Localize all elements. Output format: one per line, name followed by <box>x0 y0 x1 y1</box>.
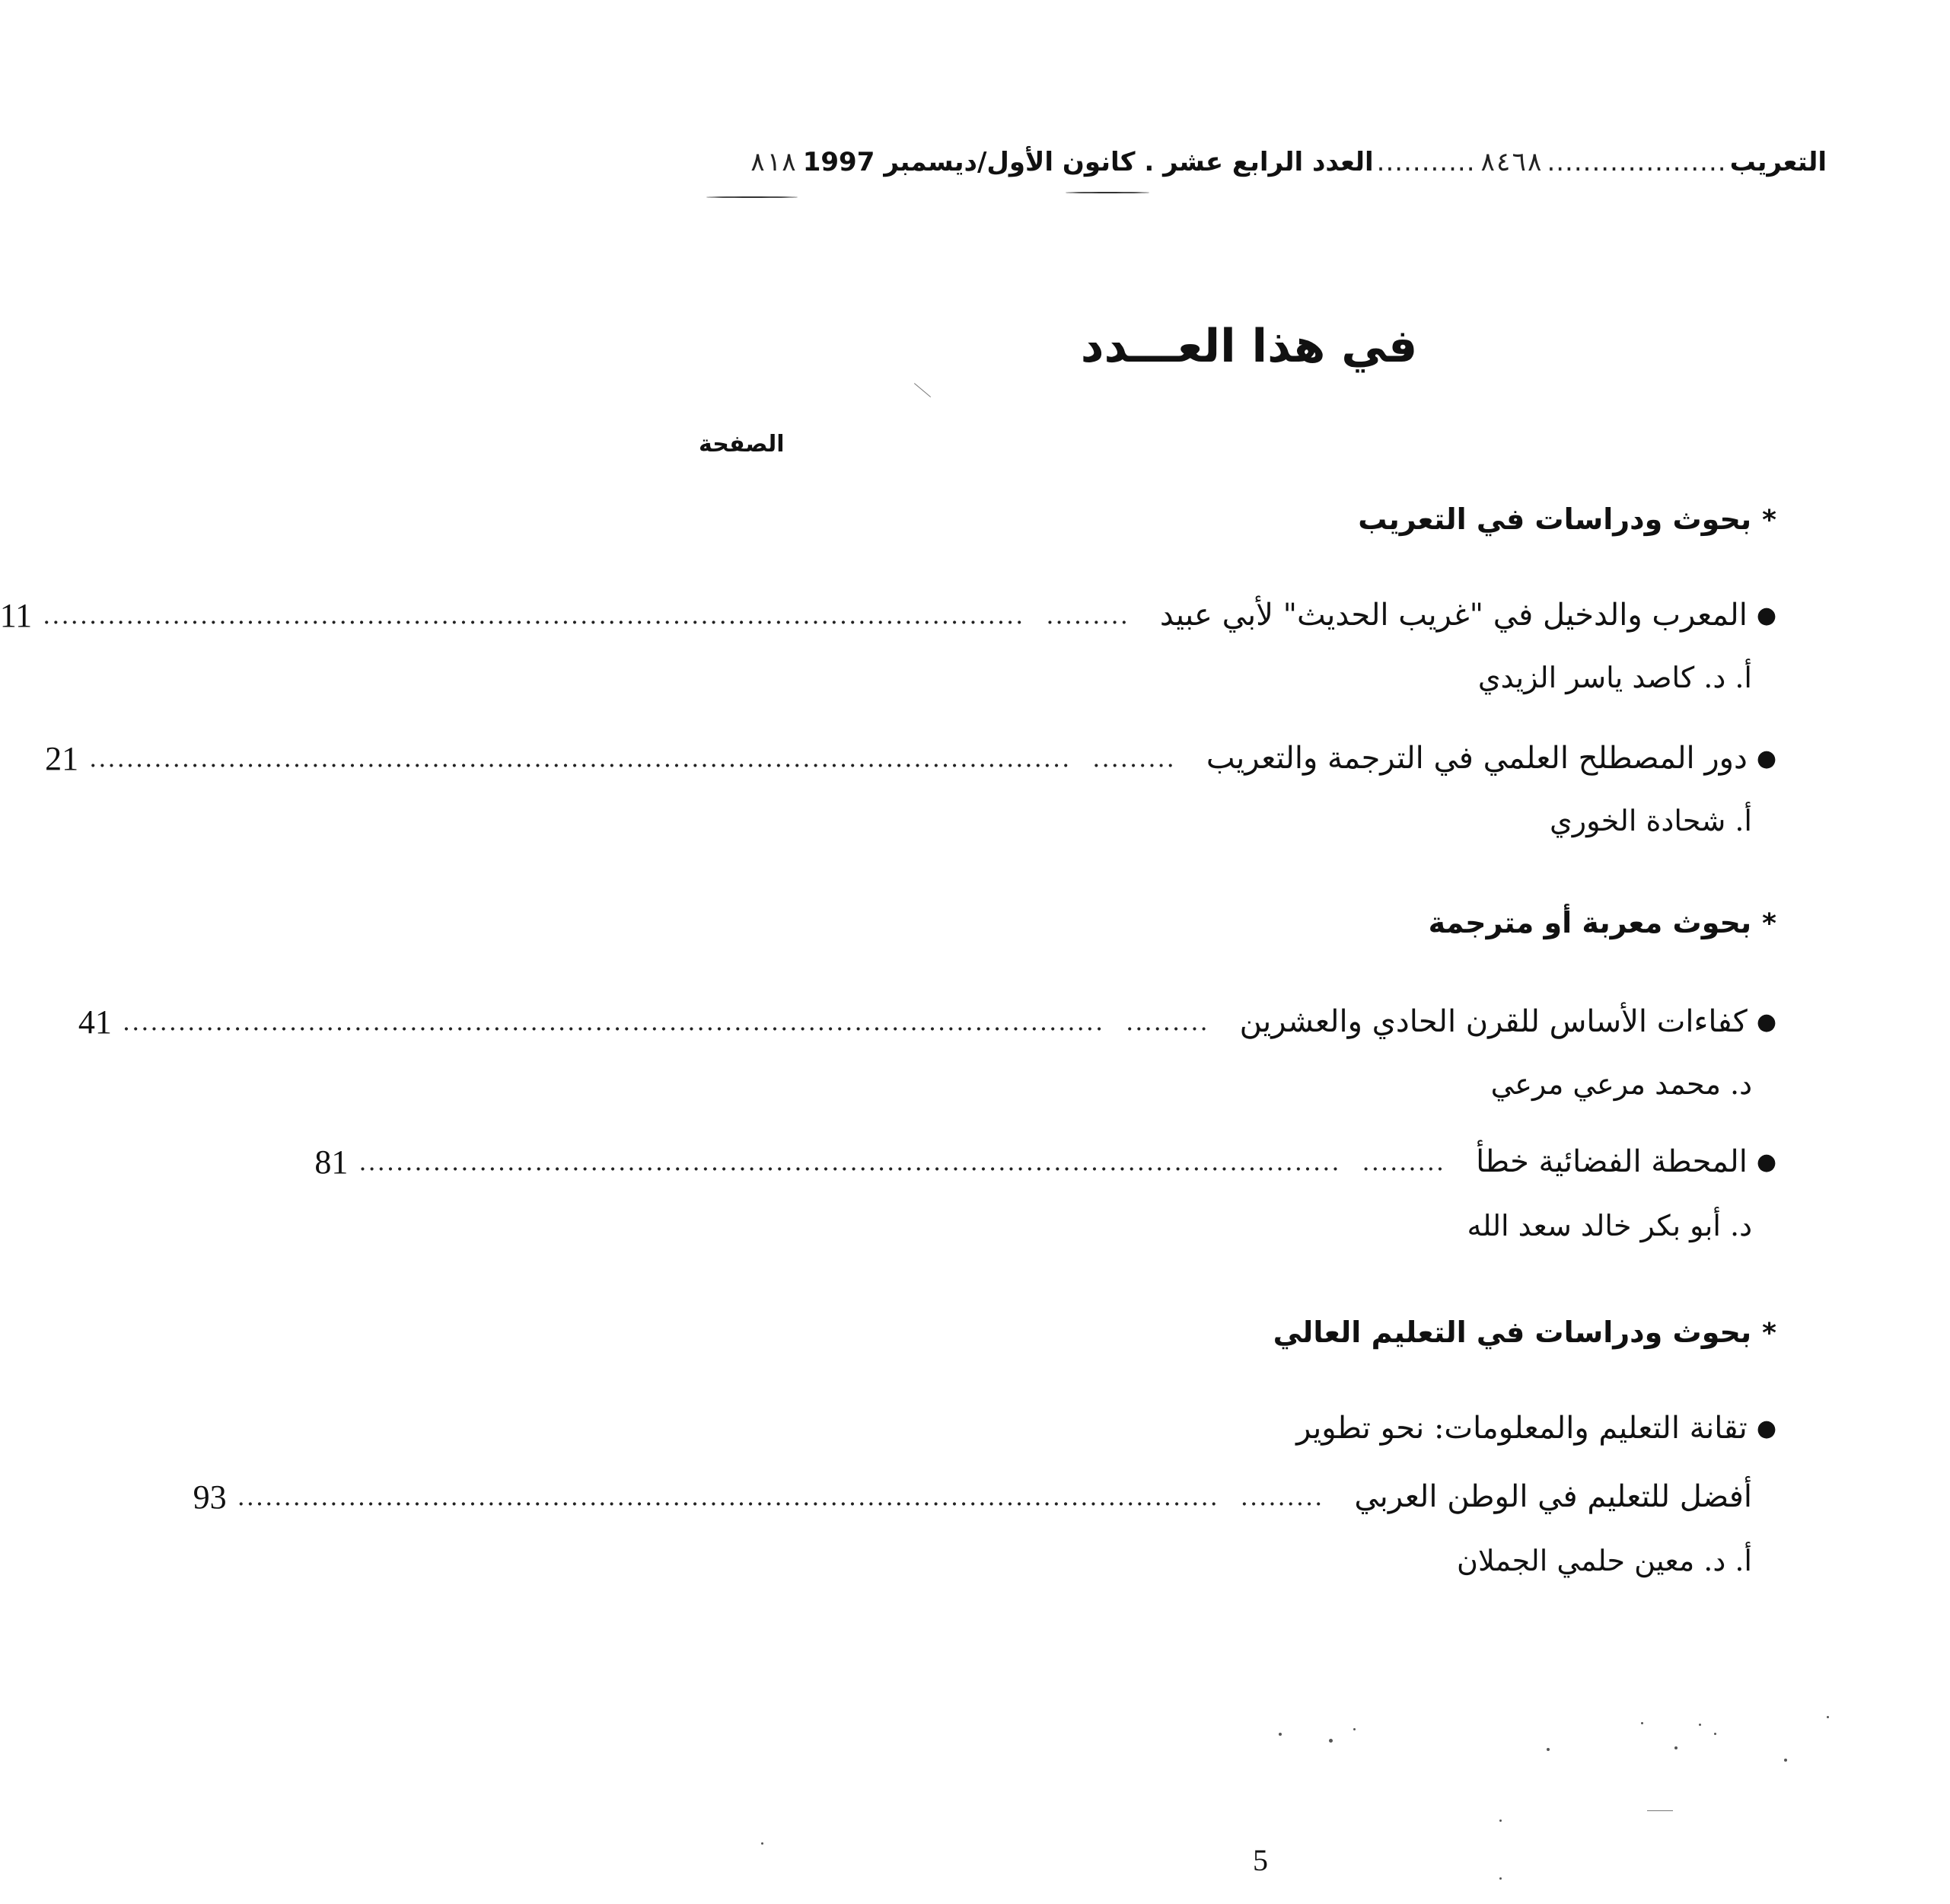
bullet-icon: ● <box>1756 1008 1776 1035</box>
handwritten-underline-left <box>706 196 798 198</box>
section-heading-text: بحوث ودراسات في التعليم العالي <box>1273 1316 1752 1349</box>
section-heading-translated <box>1429 906 1776 939</box>
leader-dots: ......... <box>1092 744 1176 773</box>
handwritten-underline-middle <box>1066 192 1149 193</box>
scan-mark <box>1647 1810 1673 1811</box>
scan-speck <box>1329 1739 1333 1743</box>
running-header <box>632 136 1827 189</box>
toc-entry-page: 81 <box>314 1143 349 1181</box>
section-heading-text: بحوث معربة أو مترجمة <box>1428 906 1752 939</box>
footer-page-number: 5 <box>1253 1843 1268 1877</box>
toc-entry <box>314 1139 1776 1185</box>
scan-speck <box>1827 1716 1829 1718</box>
leader-dots: .......................................................................................................... <box>237 1482 1219 1511</box>
page-title: في هذا العـــدد <box>1080 320 1418 373</box>
toc-entry <box>45 735 1776 781</box>
scan-speck <box>1714 1733 1716 1735</box>
bullet-icon: ● <box>1756 1148 1776 1175</box>
header-issue-info: العدد الرابع عشر . كانون الأول/ديسمبر <box>884 147 1374 177</box>
toc-entry-author: د. أبو بكر خالد سعد الله <box>1467 1209 1752 1242</box>
scan-speck <box>1499 1877 1502 1880</box>
toc-entry <box>78 999 1776 1044</box>
leader-dots: ......... <box>1046 601 1130 630</box>
scan-speck <box>1279 1733 1282 1736</box>
leader-dots: .......................................................................................................... <box>89 744 1072 773</box>
section-star-icon: * <box>1762 505 1776 536</box>
section-star-icon: * <box>1762 908 1776 939</box>
toc-entry-title: دور المصطلح العلمي في الترجمة والتعريب <box>1206 741 1748 776</box>
scan-speck <box>1547 1748 1550 1751</box>
bullet-icon: ● <box>1756 1414 1776 1442</box>
leader-dots: ......... <box>1362 1147 1446 1176</box>
toc-entry-author: أ. د. معين حلمي الجملان <box>1457 1544 1752 1577</box>
scan-mark <box>914 383 931 397</box>
scan-speck <box>1699 1724 1701 1726</box>
toc-entry <box>0 592 1776 638</box>
toc-entry-title: المحطة الفضائية خطأ <box>1476 1144 1748 1179</box>
toc-entry-page: 21 <box>45 739 79 777</box>
scan-speck <box>1353 1728 1356 1730</box>
header-year: 1997 <box>802 147 875 177</box>
scan-speck <box>1784 1759 1787 1762</box>
leader-dots: .......................................................................................................... <box>358 1147 1341 1176</box>
toc-entry-title: المعرب والدخيل في "غريب الحديث" لأبي عبيد <box>1159 598 1748 633</box>
toc-entry-continuation <box>193 1474 1752 1520</box>
toc-entry-author: أ. شحادة الخوري <box>1550 804 1752 837</box>
page-column-label: الصفحة <box>699 431 785 458</box>
toc-entry-title: كفاءات الأساس للقرن الحادي والعشرين <box>1239 1004 1748 1039</box>
scan-speck <box>1641 1722 1643 1724</box>
toc-entry-page: 11 <box>0 596 33 634</box>
leader-dots: ......... <box>1126 1007 1209 1036</box>
header-handwritten-note: ٨٤٦٨ <box>1480 147 1543 177</box>
toc-entry-author: د. محمد مرعي مرعي <box>1490 1067 1752 1101</box>
section-heading-higher-education <box>1273 1316 1776 1349</box>
section-heading-text: بحوث ودراسات في التعريب <box>1358 502 1752 536</box>
scan-speck <box>761 1842 763 1845</box>
header-handwritten-corner: ٨١٨ <box>750 147 797 177</box>
header-leader-dots-2: ........... <box>1376 147 1476 177</box>
header-leader-dots-1: .................... <box>1547 147 1727 177</box>
toc-entry-title-continued: أفضل للتعليم في الوطن العربي <box>1354 1479 1752 1514</box>
toc-entry-page: 93 <box>193 1478 227 1516</box>
toc-entry-title: تقانة التعليم والمعلومات: نحو تطوير <box>1296 1411 1748 1446</box>
toc-entry-page: 41 <box>78 1003 112 1041</box>
toc-entry-author: أ. د. كاصد ياسر الزيدي <box>1477 661 1752 694</box>
bullet-icon: ● <box>1756 601 1776 629</box>
leader-dots: .......................................................................................................... <box>122 1007 1105 1036</box>
scan-speck <box>1499 1819 1502 1822</box>
header-journal-name: التعريب <box>1729 147 1827 177</box>
toc-entry-first-line <box>708 1405 1776 1451</box>
leader-dots: .......................................................................................................... <box>43 601 1025 630</box>
section-heading-arabization <box>1358 502 1776 536</box>
scan-speck <box>1674 1746 1678 1749</box>
section-star-icon: * <box>1762 1318 1776 1349</box>
bullet-icon: ● <box>1756 745 1776 772</box>
leader-dots: ......... <box>1240 1482 1324 1511</box>
